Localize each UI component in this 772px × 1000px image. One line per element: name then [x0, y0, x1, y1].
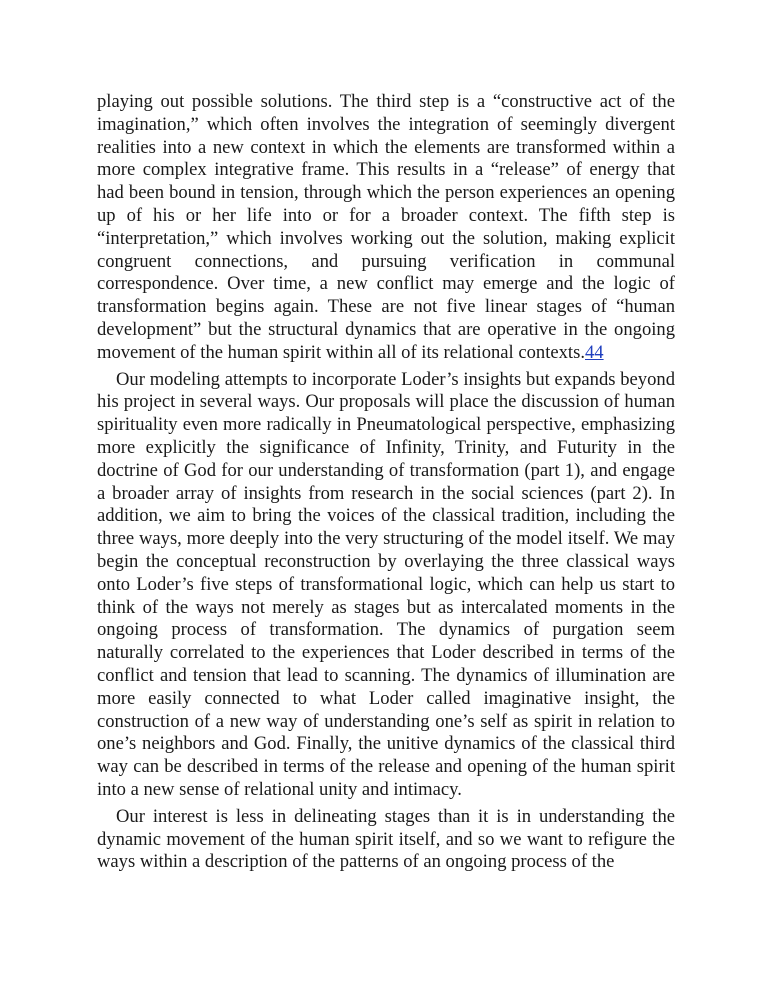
footnote-link-44[interactable]: 44	[585, 341, 604, 363]
paragraph-2-text: Our modeling attempts to incorporate Loder’s insights but expands beyond his project in several ways. Our proposals will place the discussion of human spirituality even more radically in Pneumatological perspective, emphasizing more explicitly the significance of Infinity, Trinity, and Futurity in the doctrine of God for our understanding of transformation (part 1), and engage a broader array of insights from research in the social sciences (part 2). In addition, we aim to bring the voices of the classical tradition, including the three ways, more deeply into the very structuring of the model itself. We may begin the conceptual reconstruction by overlaying the three classical ways onto Loder’s five steps of transformational logic, which can help us start to think of the ways not merely as stages but as intercalated moments in the ongoing process of transformation. The dynamics of purgation seem naturally correlated to the experiences that Loder described in terms of the conflict and tension that lead to scanning. The dynamics of illumination are more easily connected to what Loder called imaginative insight, the construction of a new way of understanding one’s self as spirit in relation to one’s neighbors and God. Finally, the unitive dynamics of the classical third way can be described in terms of the release and opening of the human spirit into a new sense of relational unity and intimacy.	[97, 368, 675, 800]
paragraph-3	[97, 806, 675, 874]
paragraph-2	[97, 369, 675, 802]
document-page	[97, 91, 675, 874]
paragraph-1	[97, 91, 675, 365]
paragraph-1-text: playing out possible solutions. The third step is a “constructive act of the imagination,” which often involves the integration of seemingly divergent realities into a new context in which the elements are transformed within a more complex integrative frame. This results in a “release” of energy that had been bound in tension, through which the person experiences an opening up of his or her life into or for a broader context. The fifth step is “interpretation,” which involves working out the solution, making explicit congruent connections, and pursuing verification in communal correspondence. Over time, a new conflict may emerge and the logic of transformation begins again. These are not five linear stages of “human development” but the structural dynamics that are operative in the ongoing movement of the human spirit within all of its relational contexts.	[97, 91, 675, 363]
paragraph-3-text: Our interest is less in delineating stages than it is in understanding the dynamic movement of the human spirit itself, and so we want to refigure the ways within a description of the patterns of an ongoing process of the	[97, 805, 675, 873]
